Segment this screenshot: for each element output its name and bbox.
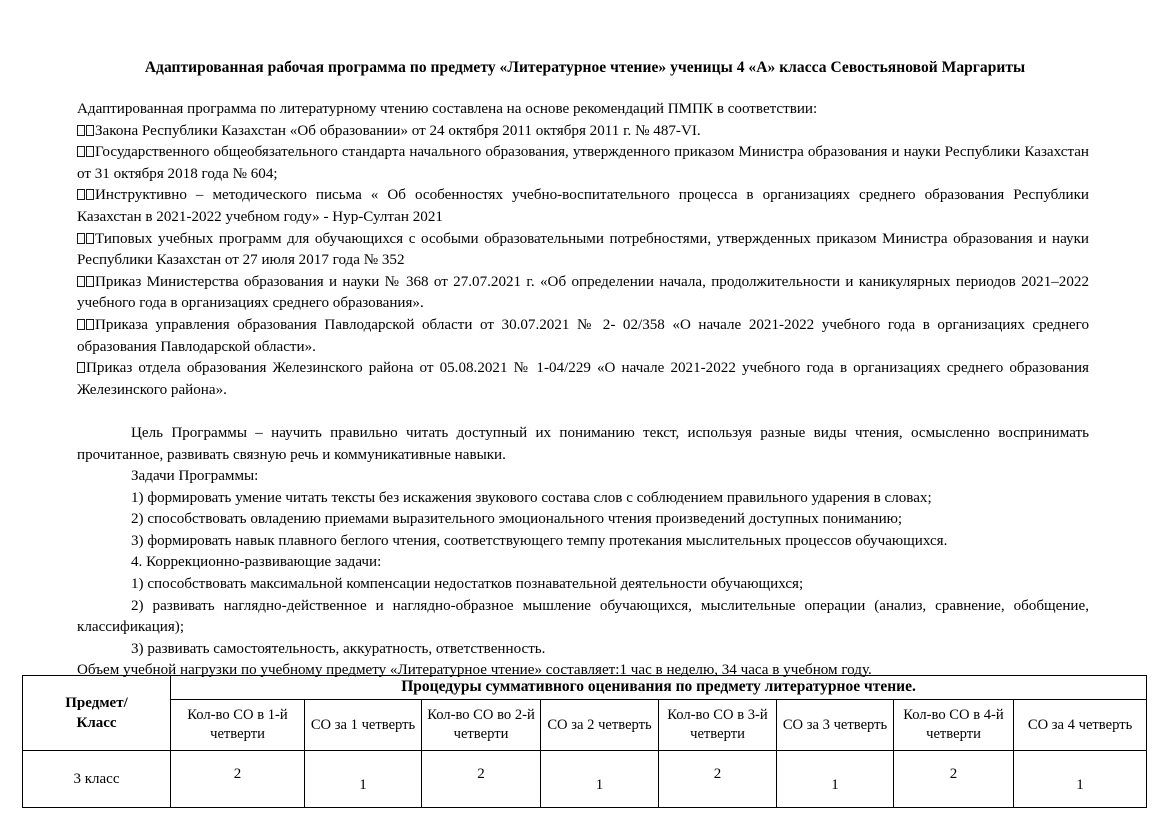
subject-header-line1: Предмет/ bbox=[65, 695, 128, 711]
task-item: 1) формировать умение читать тексты без искажения звукового состава слов с соблюдением правильного ударения в словах; bbox=[131, 489, 932, 506]
bullet-marker-icon bbox=[77, 317, 94, 333]
bullet-marker-icon bbox=[77, 274, 94, 290]
basis-item-text: Приказ отдела образования Железинского района от 05.08.2021 № 1-04/229 «О начале 2021-2022 учебного года в организациях среднего образования Железинского района». bbox=[77, 360, 1089, 398]
basis-item bbox=[77, 315, 1089, 358]
correction-heading: 4. Коррекционно-развивающие задачи: bbox=[131, 554, 382, 571]
basis-item bbox=[77, 358, 1089, 401]
basis-item-text: Приказа управления образования Павлодарской области от 30.07.2021 № 2- 02/358 «О начале 2021-2022 учебного года в организациях среднего образования Павлодарской области». bbox=[77, 316, 1089, 355]
table-row bbox=[23, 751, 1147, 808]
basis-item-text: Приказ Министерства образования и науки № 368 от 27.07.2021 г. «Об определении начала, продолжительности и каникулярных периодов 2021–2022 учебного года в организациях среднего образования». bbox=[77, 273, 1089, 312]
cell-so-q2: 1 bbox=[541, 751, 659, 808]
correction-task-item: 1) способствовать максимальной компенсации недостатков познавательной деятельности обучающихся; bbox=[131, 576, 804, 593]
cell-so-q3-count: 2 bbox=[659, 751, 777, 808]
column-header-so-q4: СО за 4 четверть bbox=[1014, 700, 1147, 751]
task-item: 2) способствовать овладению приемами выразительного эмоционального чтения произведений доступных пониманию; bbox=[131, 511, 903, 528]
intro-paragraph: Адаптированная программа по литературному чтению составлена на основе рекомендаций ПМПК в соответствии: bbox=[77, 101, 818, 117]
cell-subject-class: 3 класс bbox=[23, 751, 171, 808]
table-header-row-1 bbox=[23, 676, 1147, 700]
document-body bbox=[77, 99, 1089, 682]
basis-item bbox=[77, 185, 1089, 228]
tasks-heading: Задачи Программы: bbox=[131, 468, 259, 485]
bullet-marker-icon bbox=[77, 144, 94, 160]
column-header-so-q2-count: Кол-во СО во 2-й четверти bbox=[422, 700, 541, 751]
basis-item bbox=[77, 229, 1089, 272]
correction-task-item: 3) развивать самостоятельность, аккуратность, ответственность. bbox=[131, 640, 546, 657]
basis-item-text: Инструктивно – методического письма « Об особенностях учебно-воспитательного процесса в организациях среднего образования Республики Казахстан в 2021-2022 учебном году» - Нур-Султан 2021 bbox=[77, 187, 1089, 225]
spacer bbox=[77, 401, 1089, 423]
task-item: 3) формировать навык плавного беглого чтения, соответствующего темпу протекания мыслительных процессов обучающихся. bbox=[131, 532, 948, 549]
basis-item bbox=[77, 272, 1089, 315]
table-header-row-2 bbox=[23, 700, 1147, 751]
workload-note: Объем учебной нагрузки по учебному предмету «Литературное чтение» составляет:1 час в неделю, 34 часа в учебном году. bbox=[77, 662, 872, 679]
bullet-marker-icon bbox=[77, 360, 85, 376]
goal-paragraph: Цель Программы – научить правильно читать доступный их пониманию текст, используя разные виды чтения, осмысленно воспринимать прочитанное, развивать связную речь и коммуникативные навыки. bbox=[77, 424, 1089, 463]
subject-header-line2: Класс bbox=[76, 715, 117, 731]
procedures-span-header: Процедуры суммативного оценивания по предмету литературное чтение. bbox=[171, 676, 1147, 700]
column-header-so-q3: СО за 3 четверть bbox=[777, 700, 894, 751]
bullet-marker-icon bbox=[77, 123, 94, 139]
basis-item bbox=[77, 142, 1089, 185]
summative-assessment-table bbox=[22, 675, 1147, 808]
cell-so-q4-count: 2 bbox=[894, 751, 1014, 808]
bullet-marker-icon bbox=[77, 187, 94, 203]
basis-item-text: Закона Республики Казахстан «Об образовании» от 24 октября 2011 октября 2011 г. № 487-VI. bbox=[95, 122, 701, 139]
subject-class-header bbox=[23, 676, 171, 751]
column-header-so-q3-count: Кол-во СО в 3-й четверти bbox=[659, 700, 777, 751]
cell-so-q4: 1 bbox=[1014, 751, 1147, 808]
basis-item-text: Государственного общеобязательного стандарта начального образования, утвержденного приказом Министра образования и науки Республики Казахстан от 31 октября 2018 года № 604; bbox=[77, 144, 1089, 182]
column-header-so-q1: СО за 1 четверть bbox=[305, 700, 422, 751]
bullet-marker-icon bbox=[77, 231, 94, 247]
basis-item bbox=[77, 121, 1089, 143]
column-header-so-q1-count: Кол-во СО в 1-й четверти bbox=[171, 700, 305, 751]
page-title: Адаптированная рабочая программа по предмету «Литературное чтение» ученицы 4 «А» класса Севостьяновой Маргариты bbox=[144, 59, 1026, 76]
basis-item-text: Типовых учебных программ для обучающихся с особыми образовательными потребностями, утвержденных приказом Министра образования и науки Республики Казахстан от 27 июля 2017 года № 352 bbox=[77, 230, 1089, 269]
cell-so-q1-count: 2 bbox=[171, 751, 305, 808]
column-header-so-q2: СО за 2 четверть bbox=[541, 700, 659, 751]
column-header-so-q4-count: Кол-во СО в 4-й четверти bbox=[894, 700, 1014, 751]
cell-so-q2-count: 2 bbox=[422, 751, 541, 808]
cell-so-q1: 1 bbox=[305, 751, 422, 808]
correction-task-item: 2) развивать наглядно-действенное и наглядно-образное мышление обучающихся, мыслительные операции (анализ, сравнение, обобщение, классификация); bbox=[77, 597, 1089, 636]
cell-so-q3: 1 bbox=[777, 751, 894, 808]
